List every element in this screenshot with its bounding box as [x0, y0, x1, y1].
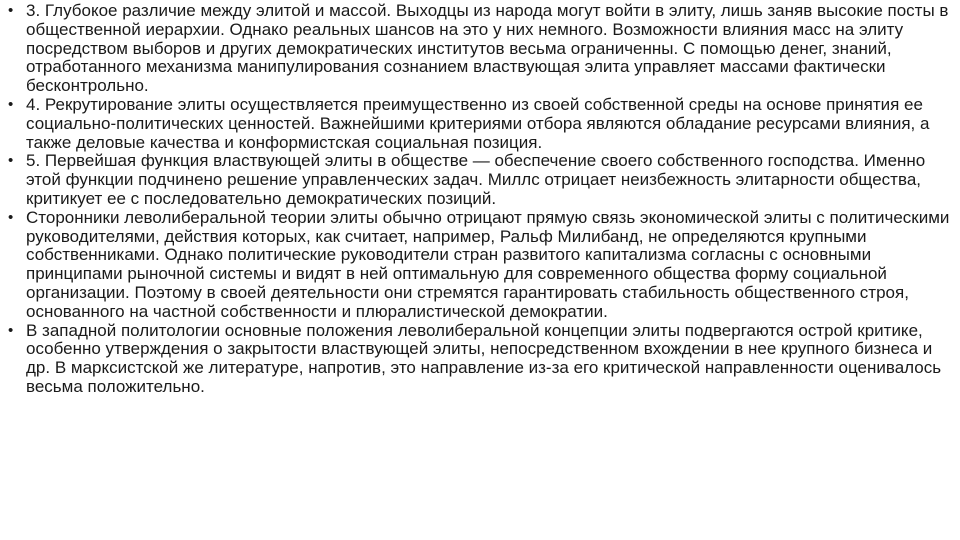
- bullet-text: В западной политологии основные положения леволиберальной концепции элиты подвергаются острой критике, особенно утверждения о закрытости властвующей элиты, непосредственном вхождении в нее крупного бизнеса и др. В марксистской же литературе, напротив, это направление из-за его критической направленности оценивалось весьма положительно.: [26, 320, 942, 396]
- bullet-dot-icon: •: [8, 2, 14, 19]
- bullet-list: [8, 2, 956, 397]
- bullet-item-4: [8, 209, 956, 322]
- bullet-dot-icon: •: [8, 321, 14, 339]
- bullet-dot-icon: •: [8, 95, 14, 113]
- bullet-text: 5. Первейшая функция властвующей элиты в обществе — обеспечение своего собственного господства. Именно этой функции подчинено решение управленческих задач. Миллс отрицает неизбежность элитарности общества, критикует ее с последовательно демократических позиций.: [26, 151, 926, 208]
- bullet-item-1: [8, 2, 956, 96]
- bullet-item-2: [8, 96, 956, 152]
- bullet-dot-icon: •: [8, 152, 14, 170]
- bullet-text: 3. Глубокое различие между элитой и массой. Выходцы из народа могут войти в элиту, лишь заняв высокие посты в общественной иерархии. Однако реальных шансов на это у них немного. Возможности влияния масс на элиту посредством выборов и других демократических институтов весьма ограниченны. С помощью денег, знаний, отработанного механизма манипулирования сознанием властвующая элита управляет массами фактически бесконтрольно.: [26, 1, 949, 96]
- bullet-item-3: [8, 152, 956, 208]
- bullet-text: 4. Рекрутирование элиты осуществляется преимущественно из своей собственной среды на основе принятия ее социально-политических ценностей. Важнейшими критериями отбора являются обладание ресурсами влияния, а также деловые качества и конформистская социальная позиция.: [26, 94, 930, 152]
- bullet-dot-icon: •: [8, 208, 14, 226]
- bullet-text: Сторонники леволиберальной теории элиты обычно отрицают прямую связь экономической элиты с политическими руководителями, действия которых, как считает, например, Ральф Милибанд, не определяются крупными собственниками. Однако политические руководители стран развитого капитализма согласны с основными принципами рыночной системы и видят в ней оптимальную для современного общества форму социальной организации. Поэтому в своей деятельности они стремятся гарантировать стабильность общественного строя, основанного на частной собственности и плюралистической демократии.: [26, 207, 950, 321]
- bullet-item-5: [8, 322, 956, 397]
